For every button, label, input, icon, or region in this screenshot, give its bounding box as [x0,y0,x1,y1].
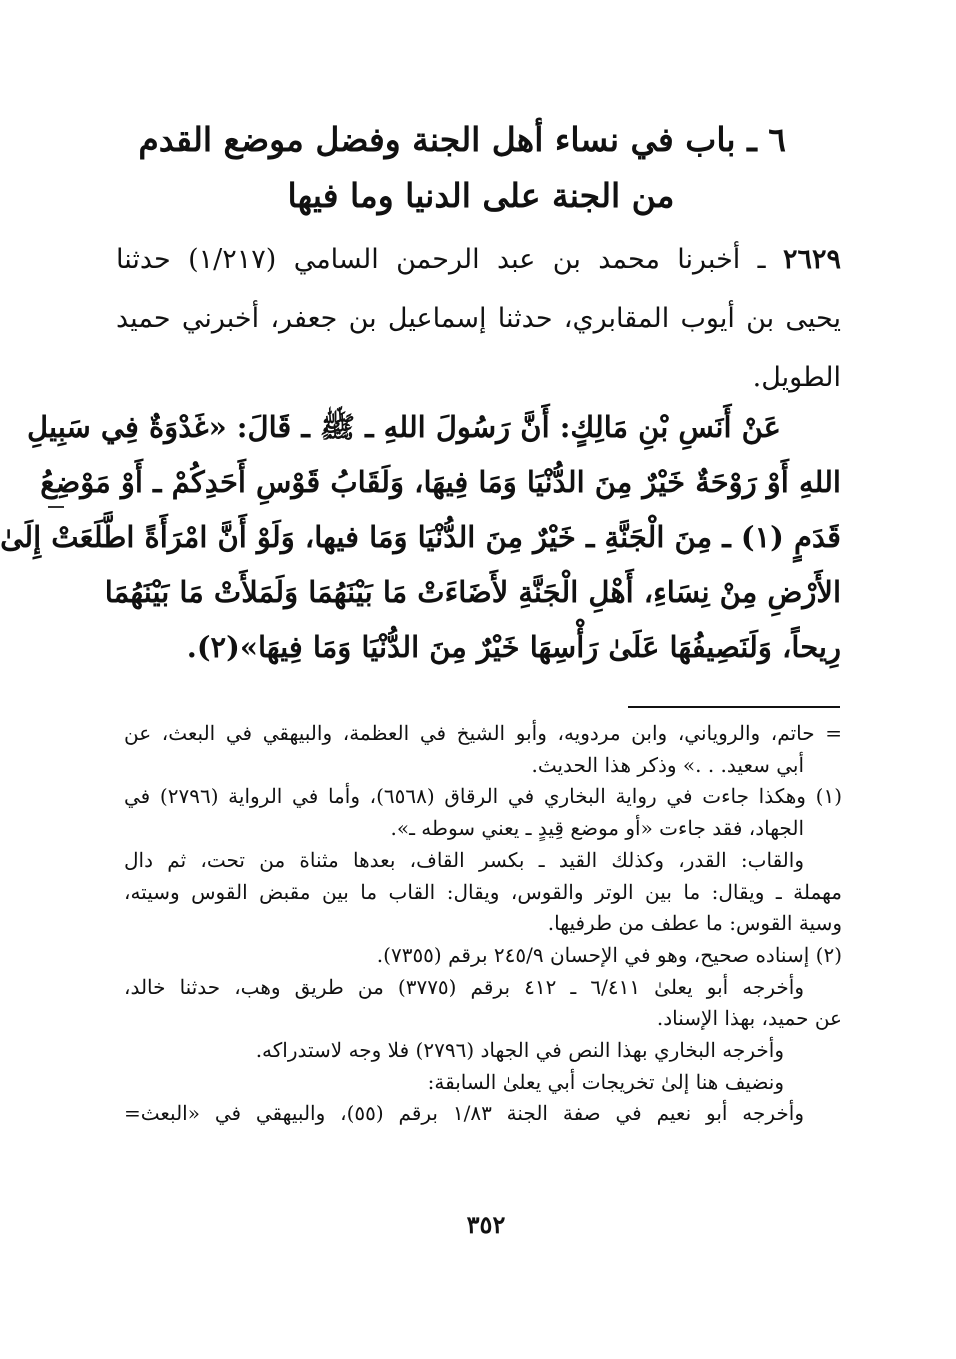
chain-line-1 [116,230,841,289]
hadith-text-line-2: اللهِ أَوْ رَوْحَةٌ خَيْرٌ مِنَ الدُّنْيَا وَمَا فِيهَا، وَلَقَابُ قَوْسِ أَحَدِكُمْ ـ أَوْ مَوْضِعُ [40,465,841,499]
footnote-line: وأخرجه أبو يعلىٰ ٦/٤١١ ـ ٤١٢ برقم (٣٧٧٥) من طريق وهب، حدثنا خالد، [124,974,804,999]
chain-line-2: يحيى بن أيوب المقابري، حدثنا إسماعيل بن جعفر، أخبرني حميد [116,303,841,334]
chapter-heading-line-1: ٦ ـ باب في نساء أهل الجنة وفضل موضع القدم [138,120,786,159]
hadith-chain-of-narration [116,230,841,407]
chain-line-1-text: ـ أخبرنا محمد بن عبد الرحمن السامي (١/٢١٧) حدثنا [116,244,766,275]
margin-mark [48,506,64,508]
footnote-line: عن حميد، بهذا الإسناد. [656,1006,842,1031]
footnote-line: (٢) إسناده صحيح، وهو في الإحسان ٢٤٥/٩ برقم (٧٣٥٥). [376,942,842,967]
footnote-line: وأخرجه البخاري بهذا النص في الجهاد (٢٧٩٦) فلا وجه لاستدراكه. [255,1038,784,1063]
footnote-line: وسية القوس: ما عطف من طرفيها. [547,911,842,936]
footnote-line: الجهاد، فقد جاءت «أو موضع قِيدٍ ـ يعني سوطه ـ». [390,816,804,841]
footnote-line: والقاب: القدر، وكذلك القيد ـ بكسر القاف، بعدها مثناة من تحت، ثم دال [124,847,804,872]
chapter-heading-line-2: من الجنة على الدنيا وما فيها [287,176,675,215]
hadith-text-line-4: الأَرْضِ مِنْ نِسَاءِ، أَهْلِ الْجَنَّةِ لأَضَاءَتْ مَا بَيْنَهُمَا وَلَمَلأَتْ مَا بَيْنَهُمَا [104,575,841,609]
hadith-text-line-5: رِيحاً، وَلَنَصِيفُهَا عَلَىٰ رَأْسِهَا خَيْرٌ مِنَ الدُّنْيَا وَمَا فِيهَا»(٢). [186,630,841,664]
footnote-line: وأخرجه أبو نعيم في صفة الجنة ١/٨٣ برقم (٥٥)، والبيهقي في «البعث= [124,1101,804,1126]
footnote-line: أبي سعيد. . .» وذكر هذا الحديث. [531,752,804,777]
footnote-line: (١) وهكذا جاءت في رواية البخاري في الرقاق (٦٥٦٨)، وأما في الرواية (٢٧٩٦) في [124,784,842,809]
footnote-separator [628,706,840,708]
hadith-text [0,400,841,675]
hadith-number: ٢٦٢٩ [782,244,841,275]
footnote-line: = حاتم، والروياني، وابن مردويه، وأبو الشيخ في العظمة، والبيهقي في البعث، عن [124,721,842,745]
page-number: ٣٥٢ [466,1210,506,1239]
chain-line-3: الطويل. [752,362,841,393]
chapter-heading [138,112,786,224]
footnote-line: ونضيف هنا إلىٰ تخريجات أبي يعلىٰ السابقة: [427,1069,784,1094]
hadith-text-line-3: قَدَمٍ (١) ـ مِنَ الْجَنَّةِ ـ خَيْرٌ مِنَ الدُّنْيَا وَمَا فيها، وَلَوْ أَنَّ امْرَأَةً اطَّلَعَتْ إِلَىٰ [0,520,841,554]
hadith-text-line-1: عَنْ أَنَسِ بْنِ مَالِكٍ: أَنَّ رَسُولَ اللهِ ـ ﷺ ـ قَالَ: «غَدْوَةٌ فِي سَبِيلِ [27,410,781,444]
footnote-line: مهملة ـ ويقال: ما بين الوتر والقوس، ويقال: القاب ما بين مقبض القوس وسيته، [124,879,842,904]
footnotes [124,718,842,1130]
